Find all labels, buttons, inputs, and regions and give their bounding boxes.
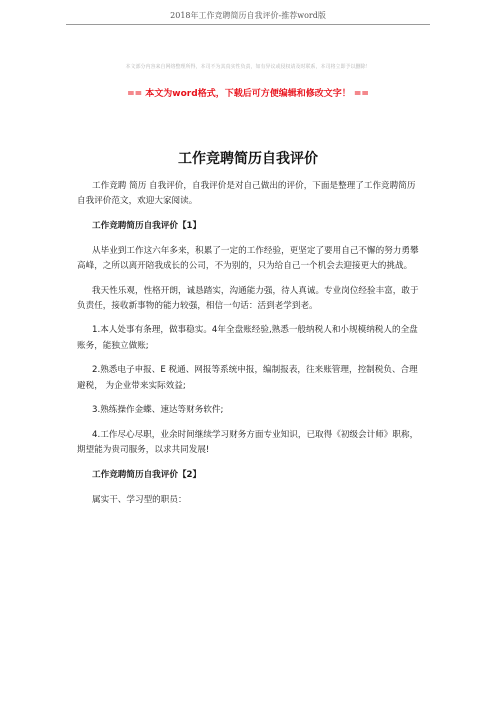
section-heading-2: 工作竞聘简历自我评价【2】 <box>92 469 202 480</box>
body-paragraph: 我天性乐观，性格开朗，诚恳踏实，沟通能力强，待人真诚。专业岗位经验丰富，敢于负责任，接收新事物的能力较强，相信一句话：活到老学到老。 <box>77 285 419 311</box>
document-body <box>77 179 421 517</box>
intro-paragraph: 工作竞聘 简历 自我评价，自我评价是对自己做出的评价，下面是整理了工作竞聘简历自我评价范文，欢迎大家阅读。 <box>77 181 416 207</box>
section-heading-1: 工作竞聘简历自我评价【1】 <box>92 220 202 231</box>
list-item-4: 4.工作尽心尽职，业余时间继续学习财务方面专业知识，已取得《初级会计师》职称，期望能为贵司服务，以求共同发展! <box>77 429 419 456</box>
list-item-2: 2.熟悉电子申报、E 税通、网报等系统申报，编制报表，往来账管理，控制税负、合理避税， 为企业带来实际效益; <box>77 365 418 391</box>
document-title: 工作竞聘简历自我评价 <box>178 151 318 167</box>
running-header: 2018年工作竞聘简历自我评价-推荐word版 <box>170 11 326 20</box>
body-paragraph: 从毕业到工作这六年多来，积累了一定的工作经验，更坚定了要用自己不懈的努力勇攀高峰，之所以离开陪我成长的公司，不为别的，只为给自己一个机会去迎接更大的挑战。 <box>77 245 419 271</box>
list-item-3: 3.熟练操作金蝶、速达等财务软件; <box>92 405 224 416</box>
disclaimer-text: 本文部分内容来自网络整理所得，本司不为其真实性负责，如有异议或侵权请及时联系，本司将立即予以删除！ <box>125 64 371 70</box>
header-divider <box>66 24 430 25</box>
body-paragraph: 属实干、学习型的职员： <box>92 494 187 505</box>
word-format-banner: == 本文为word格式，下载后可方便编辑和修改文字！ == <box>127 89 369 99</box>
list-item-1: 1.本人处事有条理，做事稳实。4年全盘账经验,熟悉一般纳税人和小规模纳税人的全盘账务，能独立做账; <box>77 325 418 351</box>
